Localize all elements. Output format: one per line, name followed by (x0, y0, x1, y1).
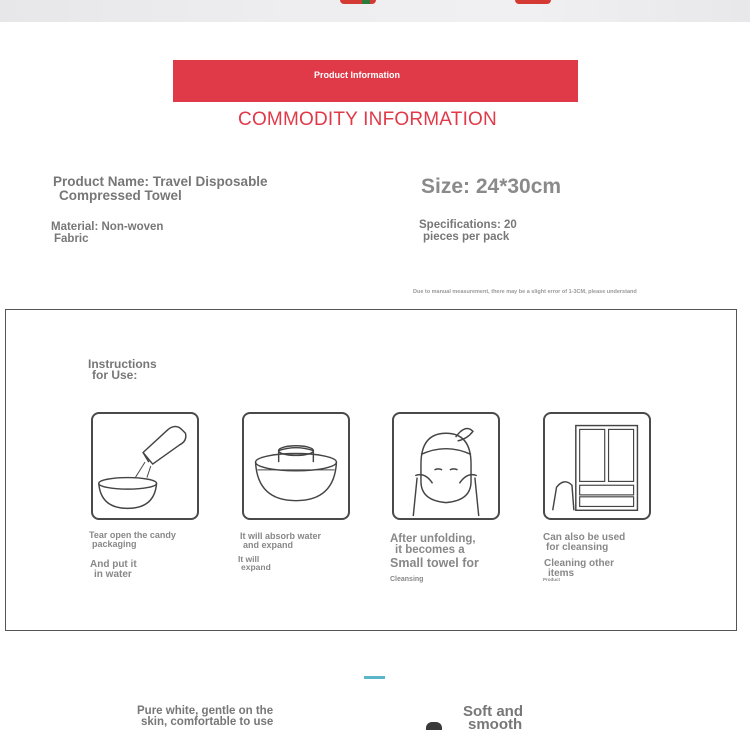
step-4-caption-c: Product (543, 577, 561, 582)
size: Size: 24*30cm (421, 175, 562, 198)
feature-right-line1: Soft and (463, 703, 523, 720)
step-3-caption-b2: Cleansing (390, 575, 424, 583)
section-heading: COMMODITY INFORMATION (238, 109, 497, 130)
step-3-caption-b1: Small towel for (390, 556, 479, 570)
spec-line1: Specifications: 20 (419, 219, 517, 231)
spec-line2: pieces per pack (423, 230, 510, 243)
step-1-caption-a1: Tear open the candy (89, 530, 176, 540)
material-line1: Material: Non-woven (51, 221, 164, 233)
specifications (419, 220, 517, 243)
feature-right (463, 703, 523, 733)
step-3-caption-b (390, 558, 479, 584)
step-4-caption-b2: items (548, 567, 575, 579)
face-wash-icon (392, 412, 500, 520)
step-2-caption-a2: and expand (243, 539, 294, 550)
feature-left-line2: skin, comfortable to use (141, 715, 274, 728)
step-3-caption-a (390, 534, 476, 556)
product-package-icon (515, 0, 551, 4)
feature-left (137, 706, 273, 728)
leaf-icon (362, 0, 370, 4)
product-photo-strip (0, 0, 750, 22)
step-3-caption-a1: After unfolding, (390, 533, 476, 545)
bowl-towel-icon (242, 412, 350, 520)
step-1-caption-b1: And put it (90, 559, 137, 570)
product-info-banner (173, 60, 578, 102)
material-line2: Fabric (54, 232, 89, 245)
step-1-caption-b (90, 560, 137, 579)
feature-left-line1: Pure white, gentle on the (137, 705, 274, 717)
instructions-title-line1: Instructions (88, 357, 157, 371)
material (51, 222, 163, 245)
measurement-note: Due to manual measurement, there may be a slight error of 1-3CM, please understand (413, 289, 637, 295)
product-package-icon (340, 0, 376, 4)
step-4-caption-a (543, 533, 625, 552)
step-4-caption-a2: for cleansing (546, 541, 609, 553)
step-2-caption-a1: It will absorb water (240, 531, 322, 541)
cup-pouring-icon (91, 412, 199, 520)
step-3-caption-a2: it becomes a (395, 543, 465, 556)
instructions-title (88, 359, 157, 381)
section-divider (364, 676, 385, 679)
instructions-title-line2: for Use: (92, 367, 138, 382)
step-2-caption-b (238, 555, 271, 571)
product-name-line1: Product Name: Travel Disposable (53, 174, 268, 189)
product-name-line2: Compressed Towel (59, 187, 182, 203)
step-2-caption-a (240, 532, 321, 549)
step-4-caption-a1: Can also be used (543, 532, 626, 543)
step-1-caption-a2: packaging (92, 538, 137, 549)
feature-right-line2: smooth (468, 715, 523, 733)
step-4-caption-b (544, 559, 614, 578)
step-2-caption-b2: expand (241, 562, 271, 573)
product-name (53, 175, 268, 202)
cabinet-cleaning-icon (543, 412, 651, 520)
step-4-caption-b1: Cleaning other (544, 558, 615, 569)
banner-title: Product Information (314, 70, 400, 80)
step-1-caption-b2: in water (94, 568, 132, 580)
step-1-caption-a (89, 531, 176, 548)
step-2-caption-b1: It will (238, 554, 260, 564)
